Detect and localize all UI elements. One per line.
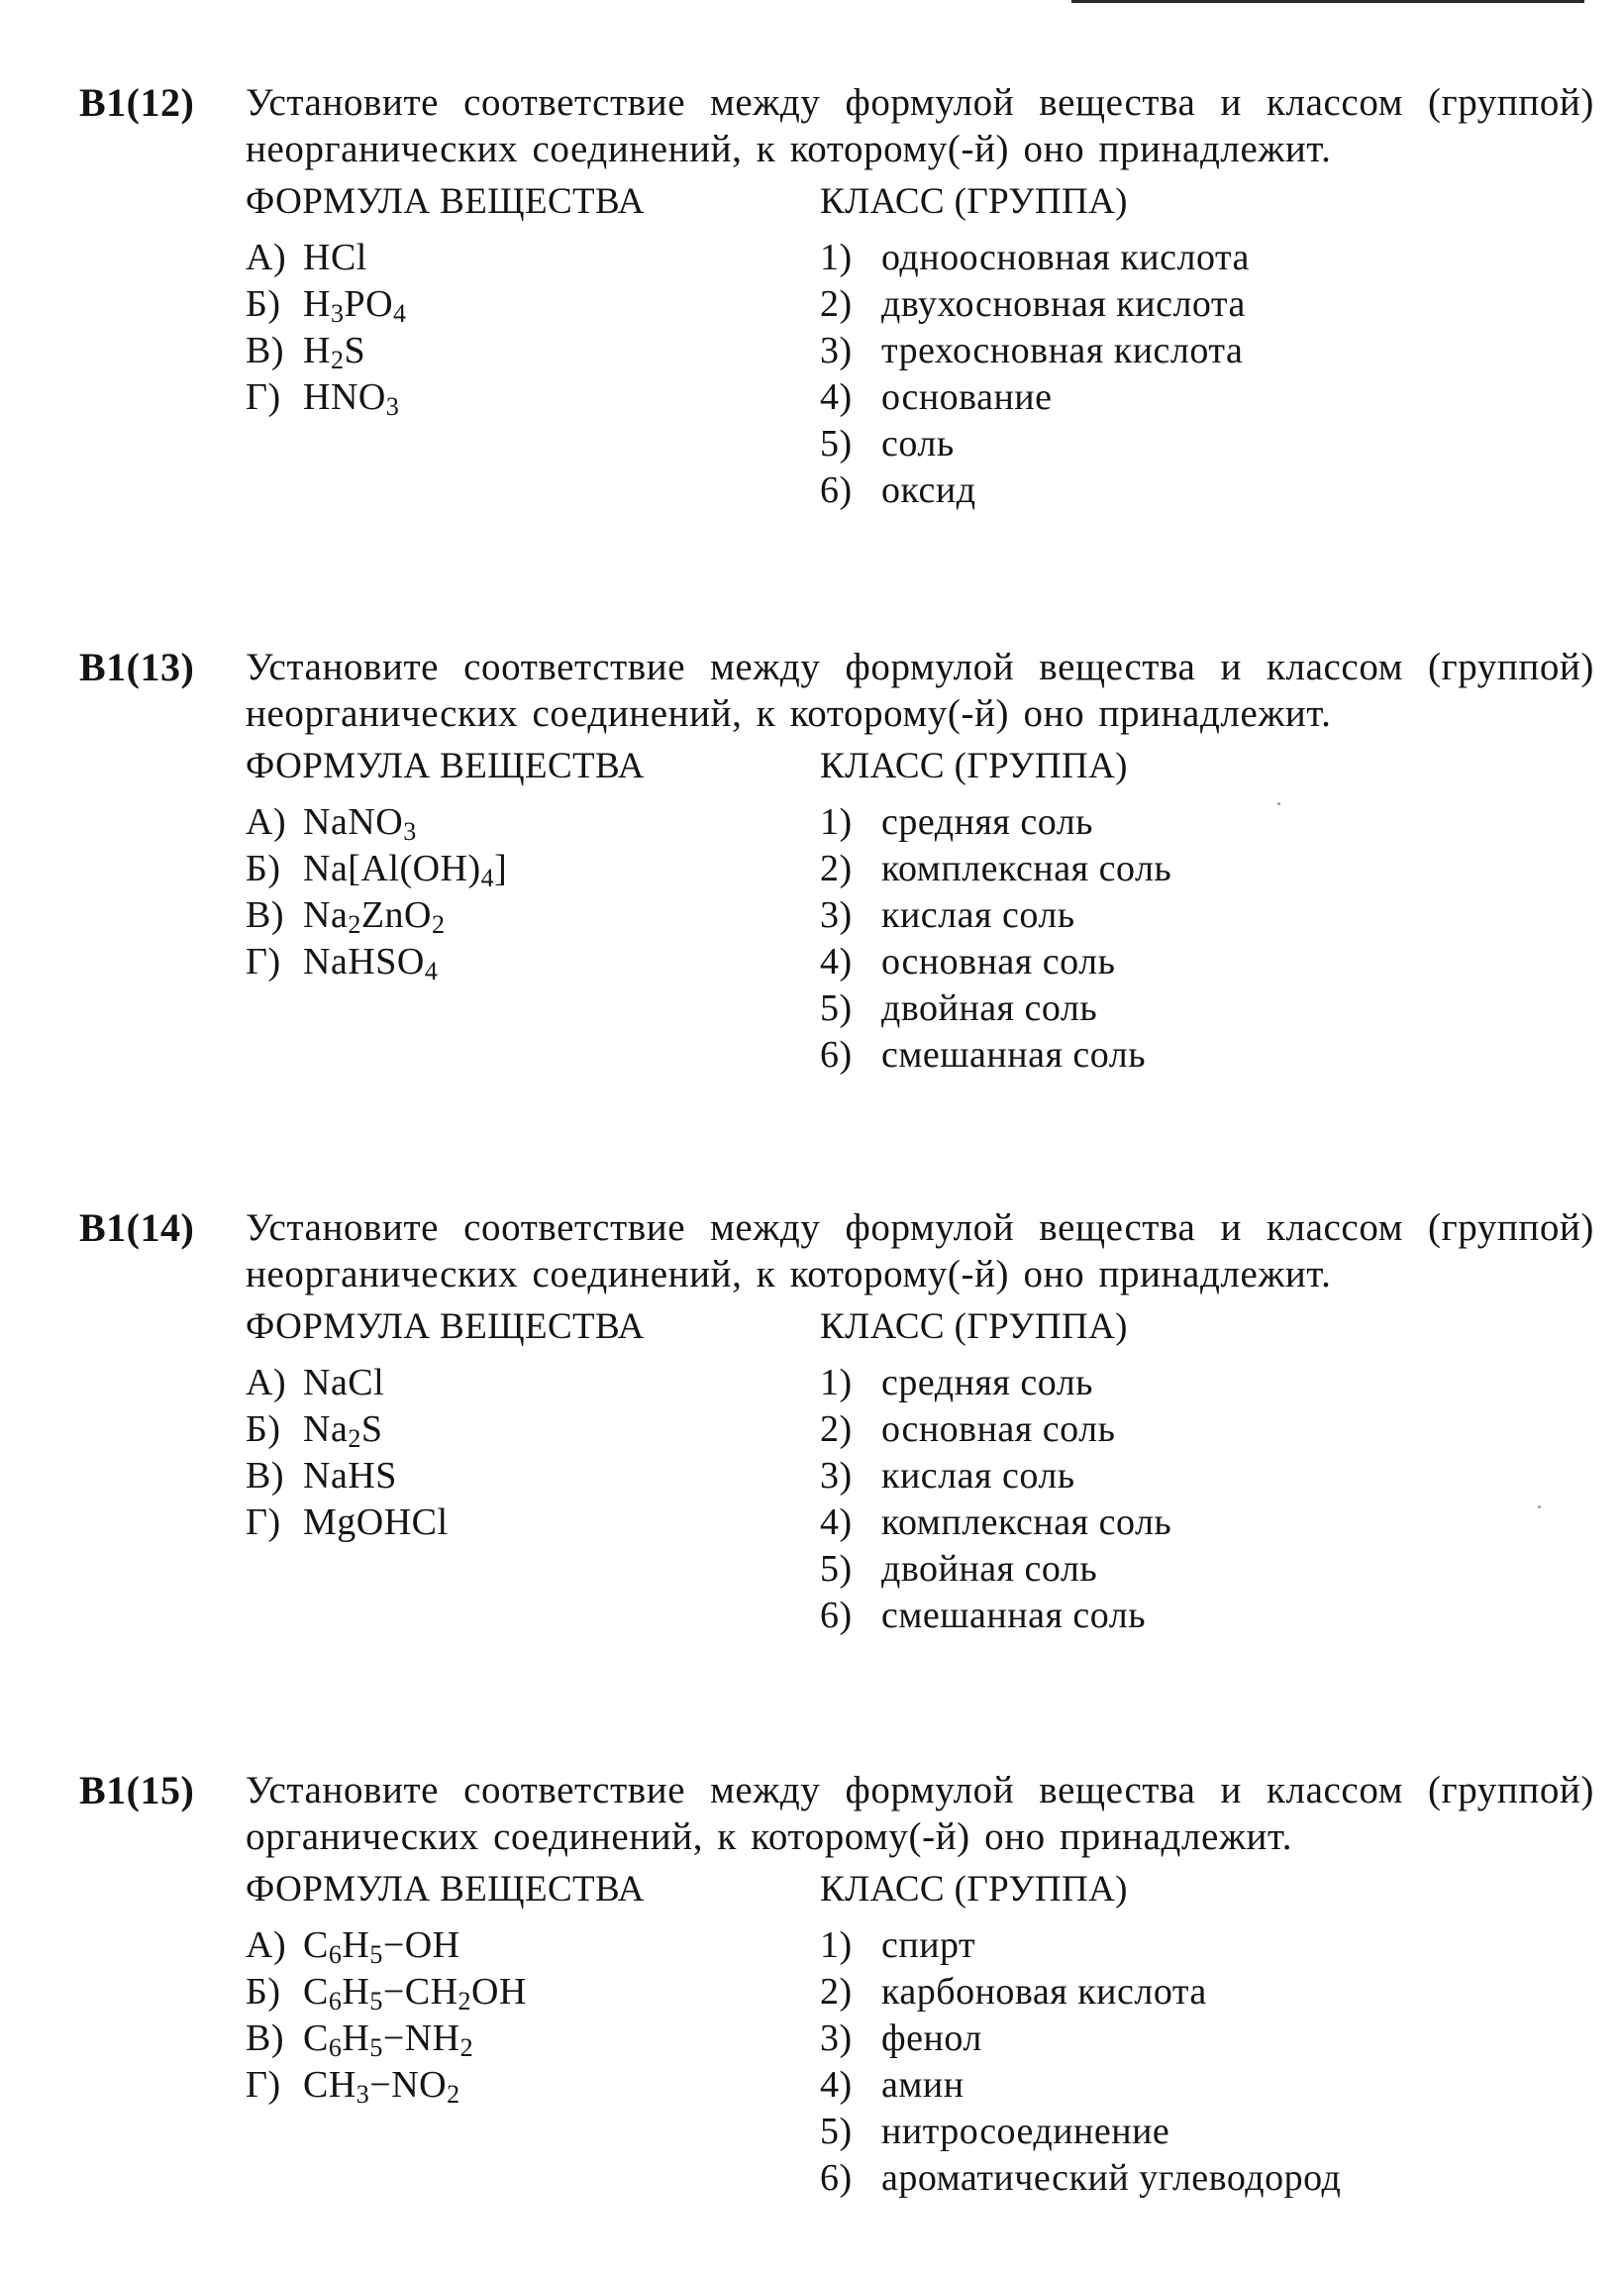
matching-columns (246, 178, 1594, 514)
formula-item (246, 1406, 820, 1453)
class-item-number: 4) (820, 376, 853, 418)
class-item-number: 5) (820, 423, 853, 465)
formula-item (246, 1969, 820, 2016)
chemical-formula: $C_6H_5-CH_2OH$ (303, 1971, 527, 2016)
task-number: B1(15) (79, 1768, 195, 1812)
formula-item-letter: А) (246, 1362, 287, 1403)
chemical-formula: NaNO$_3$ (303, 801, 417, 846)
formula-item-letter: В) (246, 894, 284, 936)
class-item (820, 799, 1592, 846)
task-number: B1(12) (79, 80, 195, 125)
class-item-label: оксид (881, 469, 976, 511)
formula-column-header: ФОРМУЛА ВЕЩЕСТВА (246, 181, 645, 222)
task-body (246, 79, 1594, 514)
task-number: B1(14) (79, 1205, 195, 1250)
class-item-number: 4) (820, 941, 853, 982)
class-item-label: амин (881, 2064, 964, 2106)
class-item (820, 467, 1592, 514)
class-item-label: основная соль (881, 1408, 1116, 1450)
formula-column (246, 1303, 820, 1639)
formula-column (246, 178, 820, 514)
class-item-label: ароматический углеводород (881, 2157, 1342, 2199)
formula-item (246, 235, 820, 281)
formula-item-letter: А) (246, 801, 287, 843)
class-item (820, 1546, 1592, 1593)
chemical-formula: $Na_2ZnO_2$ (303, 894, 446, 939)
formula-item (246, 939, 820, 985)
task-block (79, 1767, 1594, 2202)
class-column (820, 1303, 1592, 1639)
class-item (820, 1593, 1592, 1639)
class-item-number: 6) (820, 2157, 853, 2199)
class-item (820, 1453, 1592, 1499)
class-item-label: кислая соль (881, 894, 1075, 936)
formula-item (246, 1453, 820, 1499)
class-item (820, 892, 1592, 939)
class-item-number: 2) (820, 848, 853, 889)
class-item-number: 2) (820, 283, 853, 325)
chemical-formula: $H_3PO_4$ (303, 283, 407, 328)
formula-item (246, 374, 820, 421)
task-question: Установите соответствие между формулой вещества и классом (группой) неорганических соединений, к которому(-й) оно принадлежит. (246, 81, 1594, 170)
formula-item (246, 1360, 820, 1406)
task-block (79, 1204, 1594, 1639)
task-number: B1(13) (79, 645, 195, 689)
formula-item-letter: Б) (246, 283, 281, 325)
class-item-label: двойная соль (881, 1548, 1098, 1590)
class-item-label: комплексная соль (881, 848, 1172, 889)
task-question: Установите соответствие между формулой вещества и классом (группой) неорганических соединений, к которому(-й) оно принадлежит. (246, 646, 1594, 735)
class-item (820, 2062, 1592, 2109)
class-column (820, 743, 1592, 1079)
chemical-formula: NaHSO$_4$ (303, 941, 439, 985)
class-item (820, 235, 1592, 281)
class-item-number: 5) (820, 987, 853, 1029)
class-item-label: основная соль (881, 941, 1116, 982)
class-item-label: одноосновная кислота (881, 237, 1250, 278)
class-item-label: спирт (881, 1924, 976, 1966)
class-item-number: 1) (820, 237, 853, 278)
formula-item-letter: Б) (246, 1408, 281, 1450)
class-column-header: КЛАСС (ГРУППА) (820, 181, 1128, 222)
class-item-label: фенол (881, 2017, 982, 2059)
class-item-number: 6) (820, 1034, 853, 1076)
task-question: Установите соответствие между формулой вещества и классом (группой) органических соединений, к которому(-й) оно принадлежит. (246, 1769, 1594, 1858)
formula-item (246, 1499, 820, 1546)
class-item-number: 1) (820, 1924, 853, 1966)
class-item-number: 3) (820, 330, 853, 371)
top-rule (1071, 0, 1584, 3)
formula-item-letter: Б) (246, 848, 281, 889)
class-column-header: КЛАСС (ГРУППА) (820, 1869, 1128, 1910)
task-block (79, 79, 1594, 514)
class-item (820, 1360, 1592, 1406)
formula-item-letter: А) (246, 1924, 287, 1966)
formula-item-letter: Б) (246, 1971, 281, 2013)
formula-item (246, 1922, 820, 1969)
class-item-label: карбоновая кислота (881, 1971, 1207, 2013)
task-block (79, 644, 1594, 1079)
task-question: Установите соответствие между формулой вещества и классом (группой) неорганических соединений, к которому(-й) оно принадлежит. (246, 1206, 1594, 1295)
class-item-label: смешанная соль (881, 1595, 1147, 1636)
formula-item-letter: В) (246, 1455, 284, 1497)
class-item-label: двойная соль (881, 987, 1098, 1029)
class-item-label: средняя соль (881, 801, 1094, 843)
chemical-formula: $HNO_3$ (303, 376, 400, 421)
chemical-formula: NaHS (303, 1455, 397, 1497)
task-body (246, 644, 1594, 1079)
class-item (820, 328, 1592, 374)
class-item (820, 1406, 1592, 1453)
class-item-label: смешанная соль (881, 1034, 1147, 1076)
class-item-label: соль (881, 423, 955, 465)
chemical-formula: $CH_3-NO_2$ (303, 2064, 460, 2109)
class-item-label: трехосновная кислота (881, 330, 1244, 371)
class-item-number: 3) (820, 1455, 853, 1497)
formula-item-letter: В) (246, 2017, 284, 2059)
formula-item-letter: А) (246, 237, 287, 278)
class-item-number: 3) (820, 2017, 853, 2059)
chemical-formula: $H_2S$ (303, 330, 366, 374)
formula-item-letter: В) (246, 330, 284, 371)
chemical-formula: $C_6H_5-NH_2$ (303, 2017, 474, 2062)
class-item-number: 5) (820, 2111, 853, 2152)
class-item (820, 2016, 1592, 2062)
formula-item (246, 846, 820, 892)
class-item-label: основание (881, 376, 1053, 418)
class-item-number: 2) (820, 1408, 853, 1450)
class-item (820, 1969, 1592, 2016)
class-item-label: нитросоединение (881, 2111, 1170, 2152)
class-item (820, 1499, 1592, 1546)
formula-item-letter: Г) (246, 2064, 281, 2106)
class-item-number: 5) (820, 1548, 853, 1590)
class-column (820, 1866, 1592, 2202)
chemical-formula: $C_6H_5-OH$ (303, 1924, 460, 1969)
class-item (820, 2109, 1592, 2155)
chemical-formula: HCl (303, 237, 367, 278)
class-item (820, 985, 1592, 1032)
formula-column-header: ФОРМУЛА ВЕЩЕСТВА (246, 1869, 645, 1910)
formula-item (246, 799, 820, 846)
class-column-header: КЛАСС (ГРУППА) (820, 746, 1128, 786)
formula-column (246, 1866, 820, 2202)
formula-item (246, 892, 820, 939)
task-body (246, 1204, 1594, 1639)
class-item (820, 939, 1592, 985)
formula-item-letter: Г) (246, 376, 281, 418)
matching-columns (246, 1866, 1594, 2202)
formula-item (246, 2016, 820, 2062)
matching-columns (246, 1303, 1594, 1639)
formula-column (246, 743, 820, 1079)
class-item-number: 1) (820, 1362, 853, 1403)
formula-item (246, 2062, 820, 2109)
class-column-header: КЛАСС (ГРУППА) (820, 1306, 1128, 1347)
class-item-number: 4) (820, 1501, 853, 1543)
class-item-label: комплексная соль (881, 1501, 1172, 1543)
chemical-formula: NaCl (303, 1362, 385, 1403)
class-item-number: 3) (820, 894, 853, 936)
class-item-number: 1) (820, 801, 853, 843)
class-item-label: средняя соль (881, 1362, 1094, 1403)
class-item (820, 421, 1592, 467)
chemical-formula: $Na_2S$ (303, 1408, 383, 1453)
formula-item (246, 281, 820, 328)
formula-column-header: ФОРМУЛА ВЕЩЕСТВА (246, 746, 645, 786)
chemical-formula: MgOHCl (303, 1501, 449, 1543)
class-item-number: 4) (820, 2064, 853, 2106)
formula-item-letter: Г) (246, 941, 281, 982)
class-item-label: кислая соль (881, 1455, 1075, 1497)
class-item (820, 2155, 1592, 2202)
task-body (246, 1767, 1594, 2202)
class-item-number: 6) (820, 1595, 853, 1636)
class-item (820, 374, 1592, 421)
class-item (820, 846, 1592, 892)
chemical-formula: $Na[Al(OH)_4]$ (303, 848, 508, 892)
class-item (820, 1032, 1592, 1079)
class-column (820, 178, 1592, 514)
formula-item (246, 328, 820, 374)
class-item-label: двухосновная кислота (881, 283, 1246, 325)
class-item-number: 2) (820, 1971, 853, 2013)
matching-columns (246, 743, 1594, 1079)
formula-item-letter: Г) (246, 1501, 281, 1543)
class-item (820, 281, 1592, 328)
class-item (820, 1922, 1592, 1969)
class-item-number: 6) (820, 469, 853, 511)
formula-column-header: ФОРМУЛА ВЕЩЕСТВА (246, 1306, 645, 1347)
